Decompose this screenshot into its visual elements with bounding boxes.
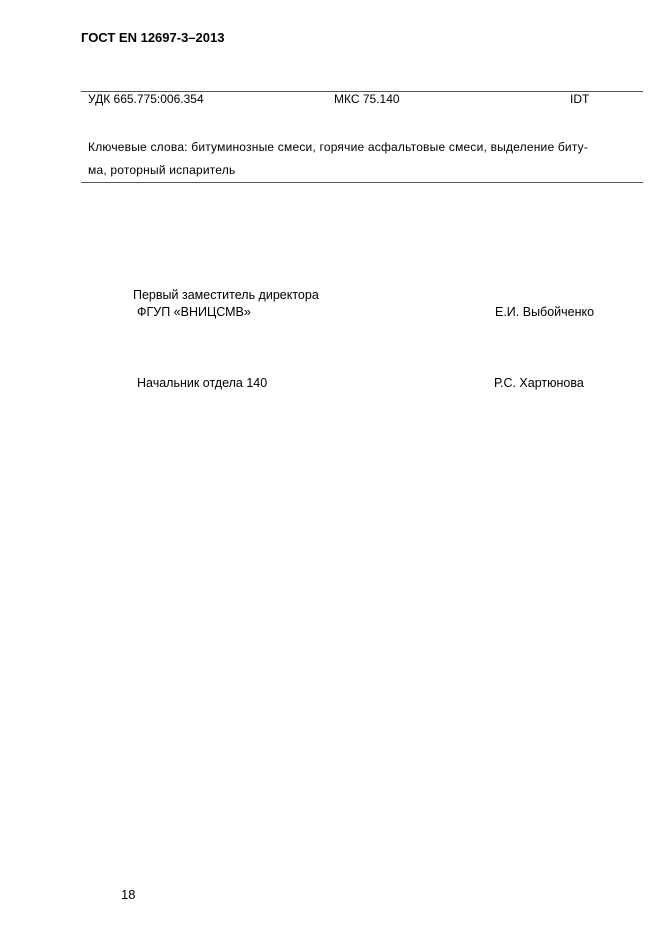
signatory-1-position-line-2: ФГУП «ВНИЦСМВ» [137,305,251,319]
equivalence-code: IDT [570,92,590,106]
keywords-line-1: Ключевые слова: битуминозные смеси, горячие асфальтовые смеси, выделение биту- [88,140,589,154]
page-number: 18 [121,887,136,902]
mks-code: МКС 75.140 [334,92,400,106]
udk-code: УДК 665.775:006.354 [88,92,204,106]
keywords-paragraph [88,136,636,182]
signatory-1-name: Е.И. Выбойченко [495,305,595,319]
signatory-1-position-line-1: Первый заместитель директора [133,288,319,302]
signatory-2-name: Р.С. Хартюнова [494,376,584,390]
signatory-2-position: Начальник отдела 140 [137,376,268,390]
bottom-divider [81,182,643,183]
keywords-line-2: ма, роторный испаритель [88,163,236,177]
document-standard-code: ГОСТ EN 12697-3–2013 [81,30,225,45]
